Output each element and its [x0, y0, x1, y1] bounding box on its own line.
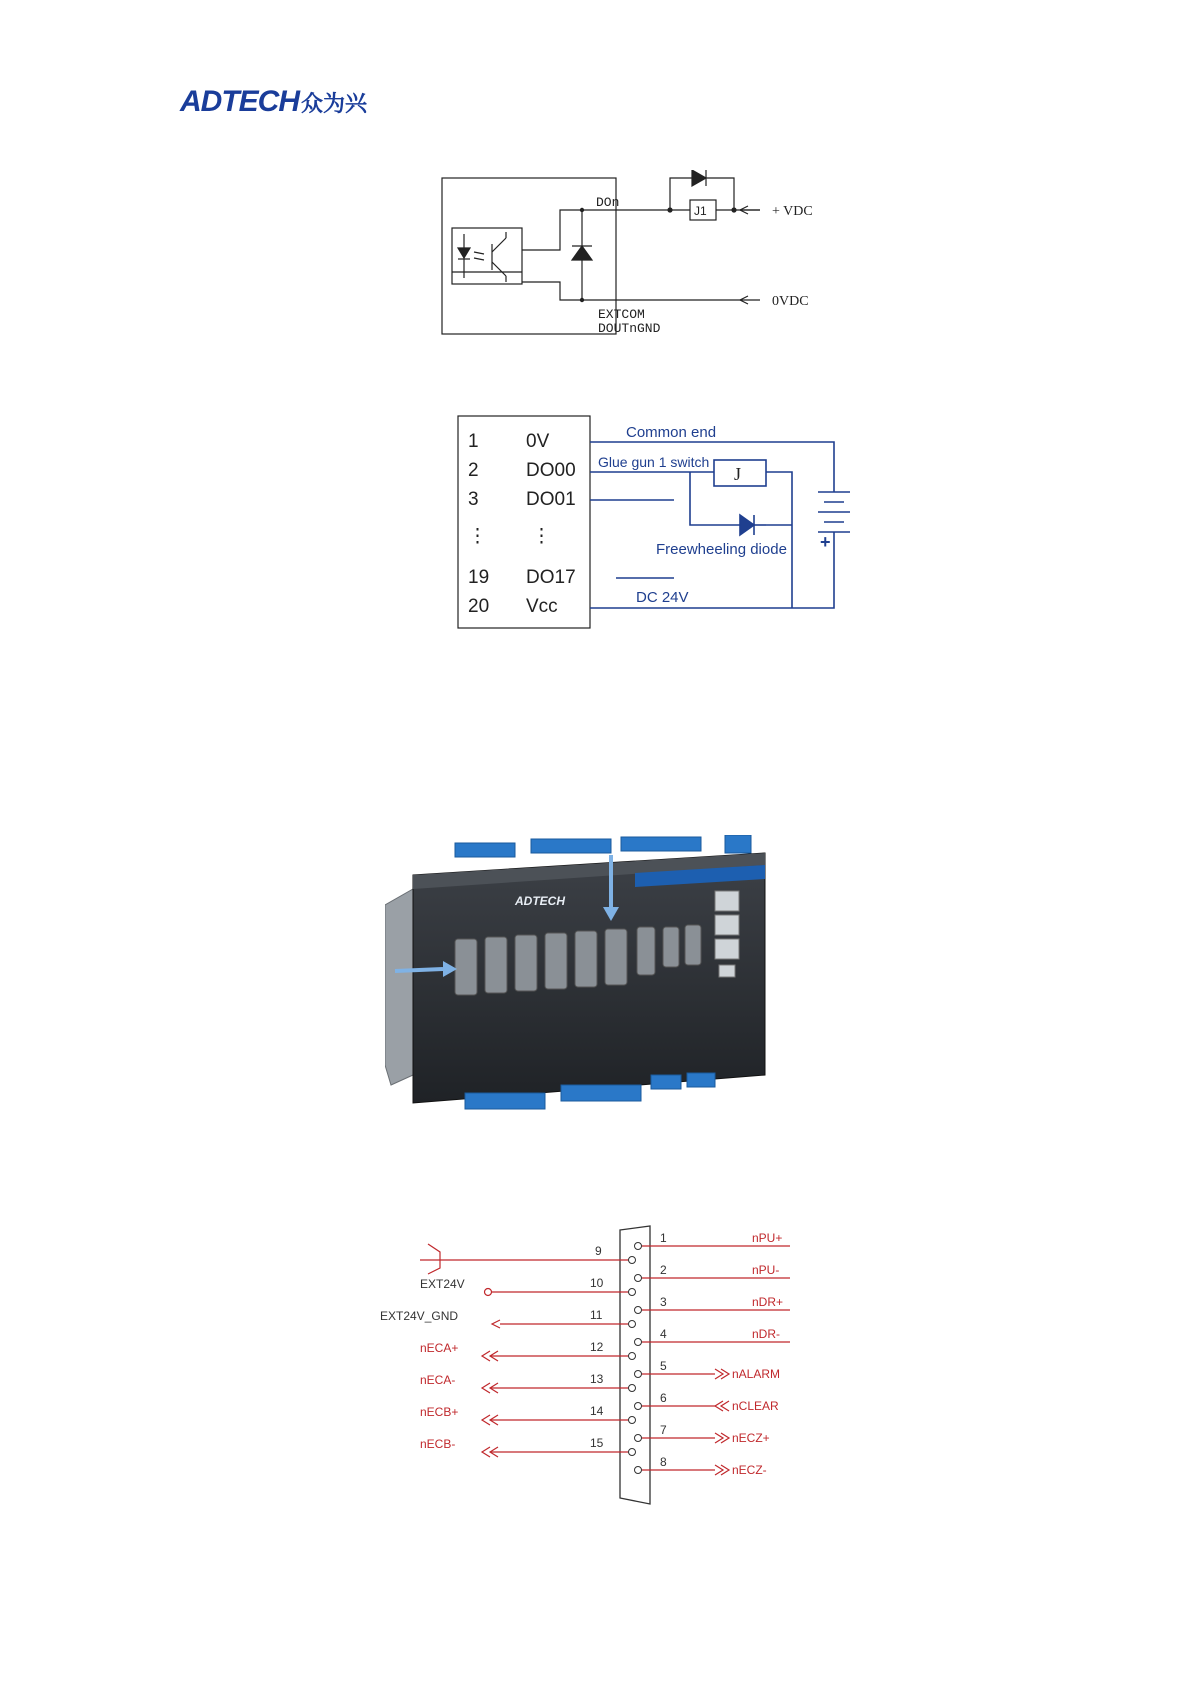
- right-pin-5-label: nALARM: [732, 1367, 781, 1381]
- left-pin-14-label: nECB+: [420, 1405, 459, 1419]
- right-pin-3-label: nDR+: [752, 1295, 784, 1309]
- relay-j-label: J: [734, 464, 742, 484]
- right-pin-7-num: 7: [660, 1423, 667, 1437]
- pin-3-num: 3: [468, 489, 479, 510]
- don-label: DOn: [596, 195, 620, 210]
- left-pin-11-num: 11: [590, 1308, 603, 1322]
- pin-1-name: 0V: [526, 431, 550, 452]
- pin-20-name: Vcc: [526, 596, 558, 617]
- module-box: [442, 178, 616, 334]
- pin-20-num: 20: [468, 596, 490, 617]
- vdc-label: + VDC: [772, 204, 813, 219]
- freewheeling-label: Freewheeling diode: [656, 541, 787, 558]
- right-pin-7-label: nECZ+: [732, 1431, 770, 1445]
- pin-ellipsis-name: ⋮: [532, 526, 551, 547]
- pin-3-name: DO01: [526, 489, 576, 510]
- left-pin-12-num: 12: [590, 1340, 604, 1354]
- db15-connector: [620, 1226, 650, 1504]
- dc24v-label: DC 24V: [636, 589, 689, 606]
- doutngnd-label: DOUTnGND: [598, 321, 661, 336]
- pin-ellipsis-num: ⋮: [468, 526, 487, 547]
- pin-19-num: 19: [468, 567, 490, 588]
- right-pin-2-label: nPU-: [752, 1263, 780, 1277]
- device-brand: ADTECH: [515, 894, 565, 908]
- output-circuit-diagram: [430, 170, 870, 340]
- glue-gun-label: Glue gun 1 switch: [598, 454, 710, 470]
- right-pin-5-num: 5: [660, 1359, 667, 1373]
- left-pin-12-label: nECA+: [420, 1341, 459, 1355]
- right-pin-6-num: 6: [660, 1391, 667, 1405]
- right-pin-3-num: 3: [660, 1295, 667, 1309]
- right-pin-8-label: nECZ-: [732, 1463, 767, 1477]
- logo: [180, 84, 367, 120]
- left-pin-9-num: 9: [595, 1244, 602, 1258]
- right-pin-4-label: nDR-: [752, 1327, 781, 1341]
- left-pin-13-label: nECA-: [420, 1373, 456, 1387]
- pin-1-num: 1: [468, 431, 479, 452]
- pin-2-name: DO00: [526, 460, 576, 481]
- logo-cjk: 众为兴: [301, 91, 368, 117]
- right-pin-1-num: 1: [660, 1231, 667, 1245]
- common-end-label: Common end: [626, 424, 717, 441]
- right-pin-8-num: 8: [660, 1455, 667, 1469]
- left-pin-10-num: 10: [590, 1276, 604, 1290]
- j1-label: J1: [694, 204, 707, 218]
- pin-2-num: 2: [468, 460, 479, 481]
- right-pin-4-num: 4: [660, 1327, 667, 1341]
- db15-pinout-diagram: [380, 1222, 820, 1512]
- left-pin-15-num: 15: [590, 1436, 604, 1450]
- controller-device-photo: [385, 835, 805, 1135]
- right-pin-1-label: nPU+: [752, 1231, 783, 1245]
- pin-19-name: DO17: [526, 567, 576, 588]
- left-pin-13-num: 13: [590, 1372, 604, 1386]
- right-pin-2-num: 2: [660, 1263, 667, 1277]
- battery-plus: +: [820, 532, 831, 552]
- left-pin-15-label: nECB-: [420, 1437, 456, 1451]
- left-pin-10-label: EXT24V: [420, 1277, 465, 1291]
- right-pin-6-label: nCLEAR: [732, 1399, 779, 1413]
- left-bracket: [385, 889, 413, 1085]
- left-pin-11-label: EXT24V_GND: [380, 1309, 459, 1323]
- ovdc-label: 0VDC: [772, 294, 809, 309]
- glue-gun-wiring-diagram: [450, 410, 870, 635]
- extcom-label: EXTCOM: [598, 307, 645, 322]
- left-pin-14-num: 14: [590, 1404, 604, 1418]
- logo-text: ADTECH: [180, 85, 299, 118]
